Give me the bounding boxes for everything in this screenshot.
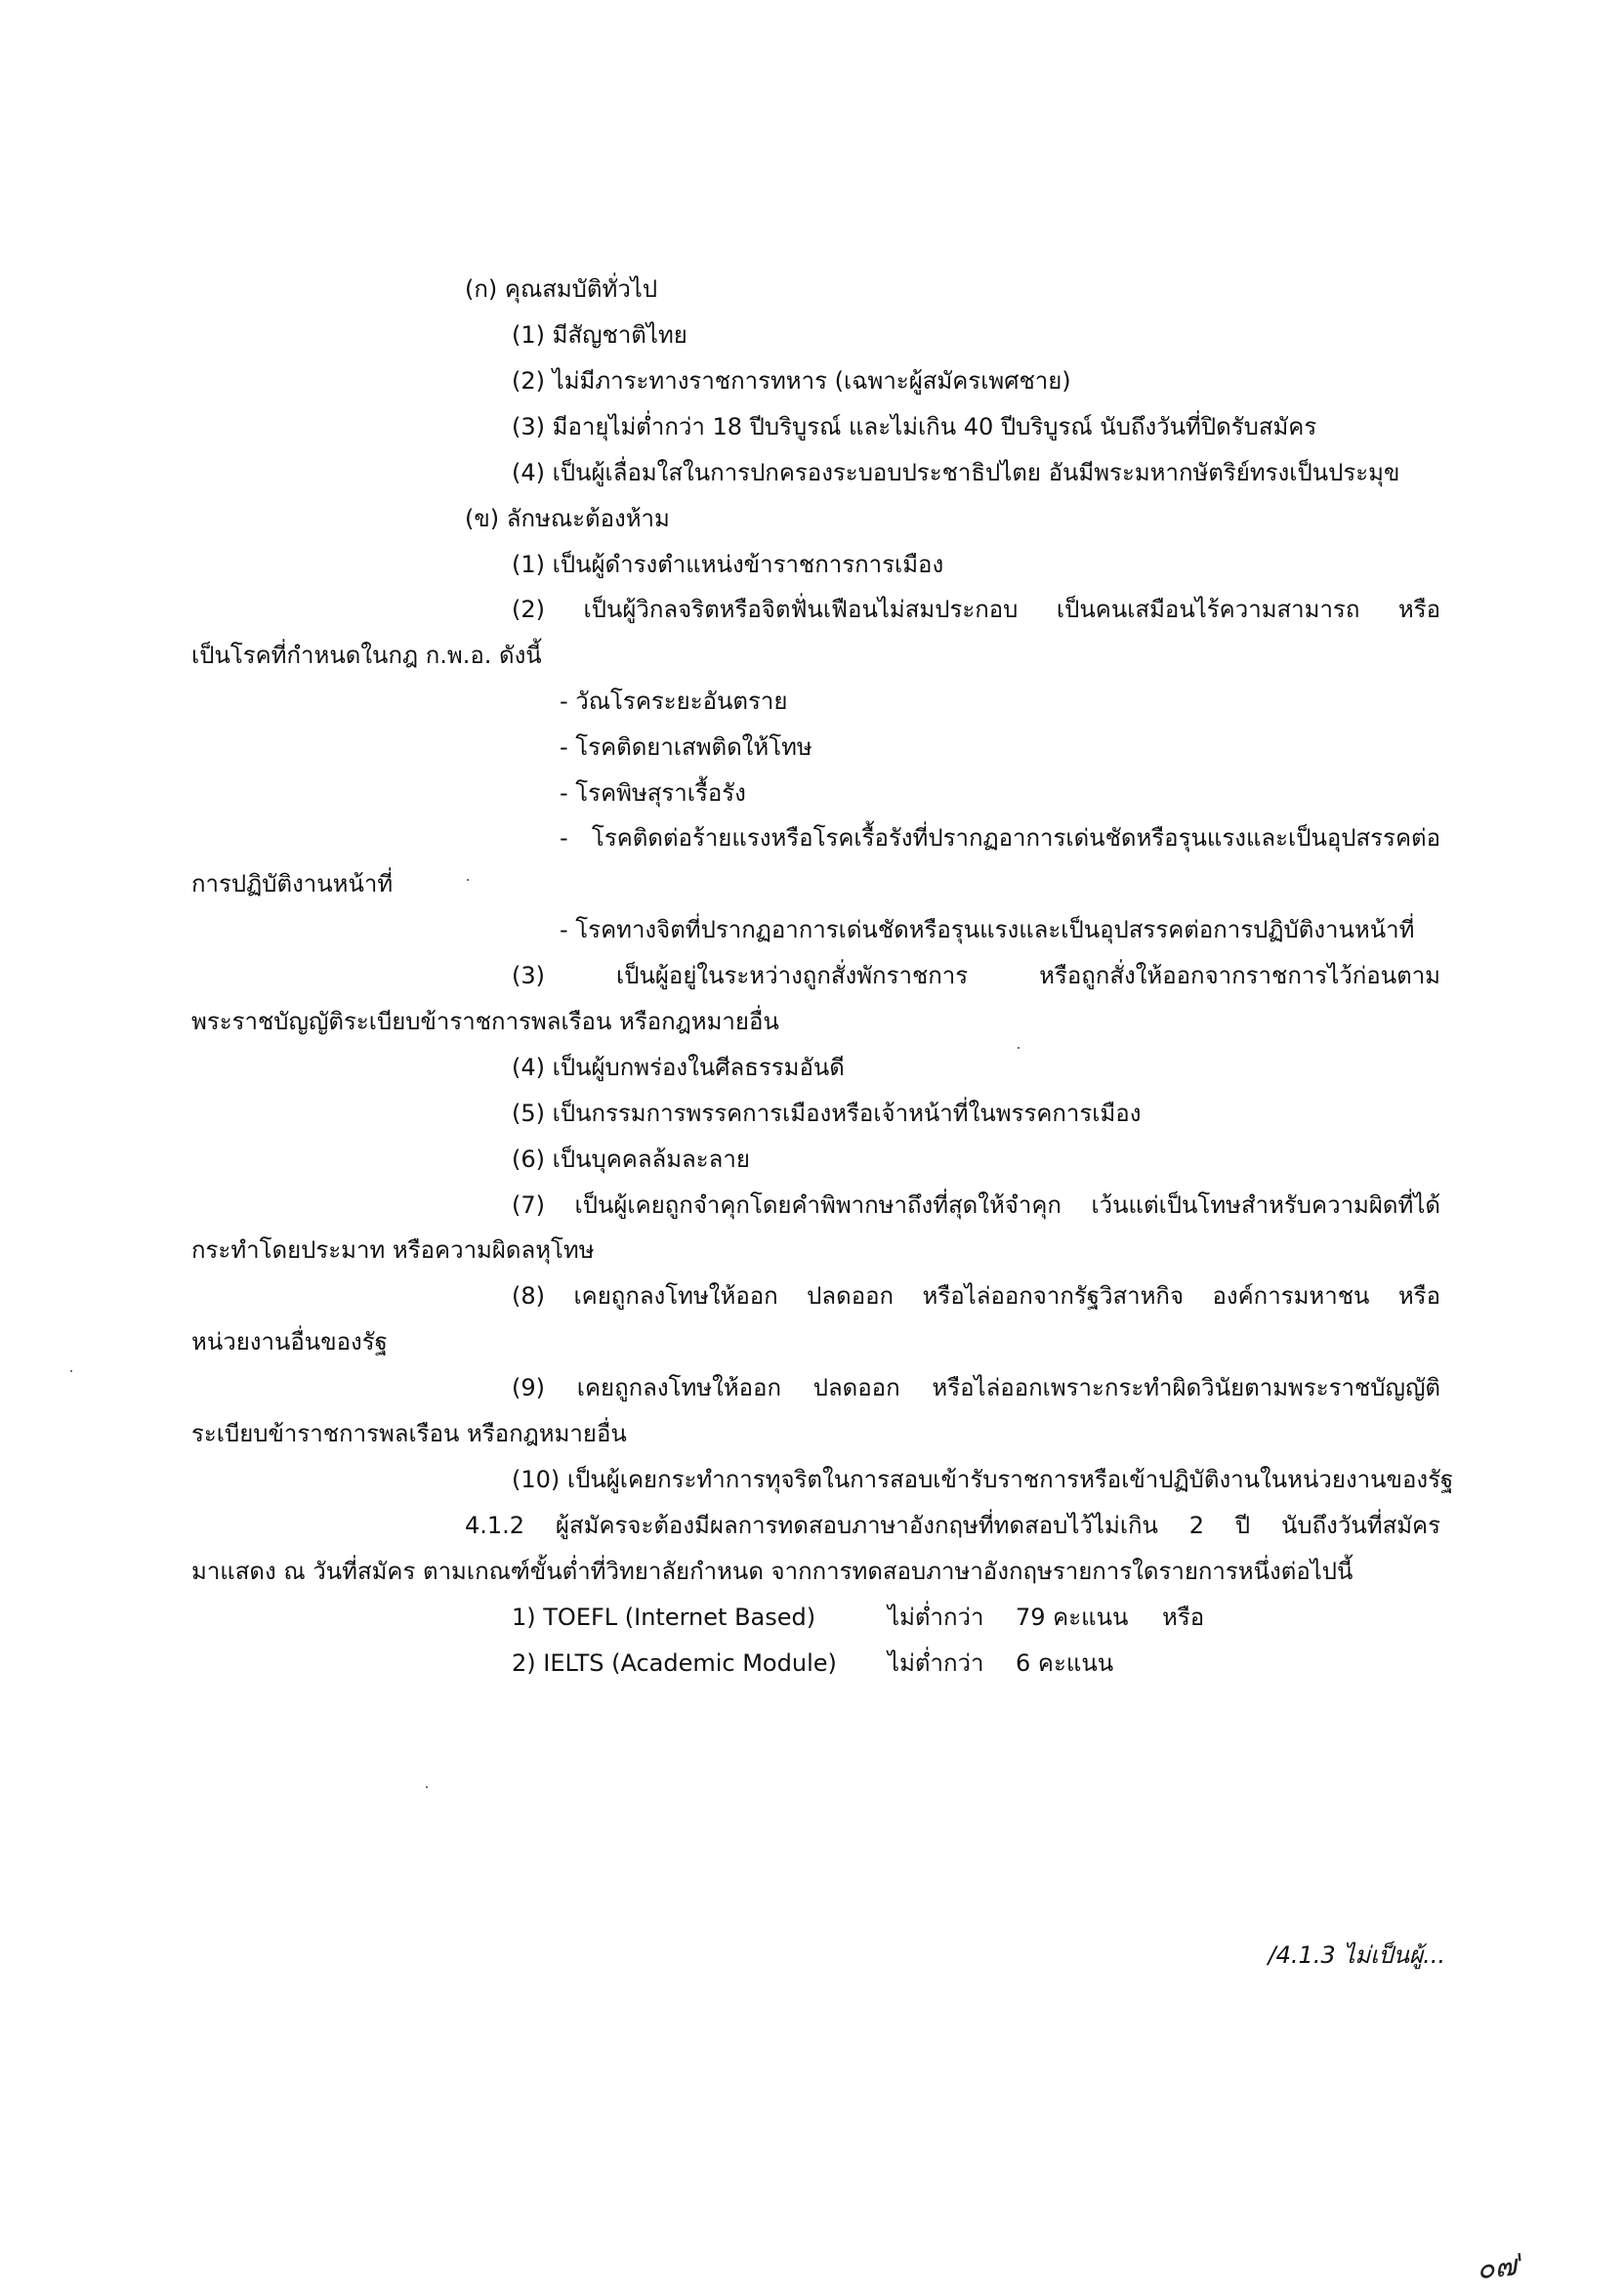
prohibition-item-continuation: หน่วยงานอื่นของรัฐ — [191, 1328, 388, 1356]
english-requirement-continuation: มาแสดง ณ วันที่สมัคร ตามเกณฑ์ขั้นต่ำที่วิทยาลัยกำหนด จากการทดสอบภาษาอังกฤษรายการใดรายการหนึ่งต่อไปนี้ — [191, 1558, 1353, 1585]
prohibition-item: (5) เป็นกรรมการพรรคการเมืองหรือเจ้าหน้าที่ในพรรคการเมือง — [512, 1100, 1142, 1127]
qualification-item: (1) มีสัญชาติไทย — [512, 321, 687, 349]
english-requirement-text: 4.1.2 ผู้สมัครจะต้องมีผลการทดสอบภาษาอังกฤษที่ทดสอบไว้ไม่เกิน 2 ปี นับถึงวันที่สมัคร — [465, 1512, 1440, 1539]
scan-speck — [426, 1786, 428, 1788]
disease-item: - โรคทางจิตที่ปรากฏอาการเด่นชัดหรือรุนแรงและเป็นอุปสรรคต่อการปฏิบัติงานหน้าที่ — [560, 916, 1415, 943]
test-min-label: ไม่ต่ำกว่า — [888, 1649, 984, 1677]
continuation-note: /4.1.3 ไม่เป็นผู้... — [1268, 1941, 1445, 1969]
prohibition-item: (6) เป็นบุคคลล้มละลาย — [512, 1146, 750, 1173]
test-name: 2) IELTS (Academic Module) — [512, 1649, 837, 1677]
prohibition-item: (7) เป็นผู้เคยถูกจำคุกโดยคำพิพากษาถึงที่สุดให้จำคุก เว้นแต่เป็นโทษสำหรับความผิดที่ได้ — [512, 1191, 1440, 1219]
prohibition-item: (3) เป็นผู้อยู่ในระหว่างถูกสั่งพักราชการ หรือถูกสั่งให้ออกจากราชการไว้ก่อนตาม — [512, 962, 1440, 989]
scan-speck — [467, 879, 469, 881]
prohibition-item: (4) เป็นผู้บกพร่องในศีลธรรมอันดี — [512, 1054, 845, 1081]
disease-item: - โรคติดต่อร้ายแรงหรือโรคเรื้อรังที่ปรากฏอาการเด่นชัดหรือรุนแรงและเป็นอุปสรรคต่อ — [560, 824, 1440, 852]
prohibition-item-continuation: เป็นโรคที่กำหนดในกฎ ก.พ.อ. ดังนี้ — [191, 642, 542, 669]
prohibition-item-continuation: กระทำโดยประมาท หรือความผิดลหุโทษ — [191, 1236, 595, 1264]
test-name: 1) TOEFL (Internet Based) — [512, 1604, 816, 1631]
disease-item: - โรคติดยาเสพติดให้โทษ — [560, 733, 812, 761]
handwritten-page-mark: ๐๗' — [1475, 2247, 1526, 2287]
prohibition-item: (8) เคยถูกลงโทษให้ออก ปลดออก หรือไล่ออกจากรัฐวิสาหกิจ องค์การมหาชน หรือ — [512, 1282, 1440, 1310]
test-score: 79 คะแนน — [1016, 1604, 1129, 1631]
prohibition-item: (1) เป็นผู้ดำรงตำแหน่งข้าราชการการเมือง — [512, 551, 944, 578]
scan-speck — [70, 1370, 72, 1372]
prohibitions-heading: (ข) ลักษณะต้องห้าม — [465, 505, 670, 532]
prohibition-item: (9) เคยถูกลงโทษให้ออก ปลดออก หรือไล่ออกเพราะกระทำผิดวินัยตามพระราชบัญญัติ — [512, 1374, 1440, 1401]
prohibition-item: (2) เป็นผู้วิกลจริตหรือจิตฟั่นเฟือนไม่สมประกอบ เป็นคนเสมือนไร้ความสามารถ หรือ — [512, 596, 1440, 623]
qualification-item: (2) ไม่มีภาระทางราชการทหาร (เฉพาะผู้สมัครเพศชาย) — [512, 367, 1071, 395]
test-suffix: หรือ — [1162, 1604, 1205, 1631]
qualification-item: (3) มีอายุไม่ต่ำกว่า 18 ปีบริบูรณ์ และไม่เกิน 40 ปีบริบูรณ์ นับถึงวันที่ปิดรับสมัคร — [512, 413, 1317, 440]
prohibition-item-continuation: ระเบียบข้าราชการพลเรือน หรือกฎหมายอื่น — [191, 1420, 627, 1447]
disease-item: - วัณโรคระยะอันตราย — [560, 688, 788, 715]
prohibition-item: (10) เป็นผู้เคยกระทำการทุจริตในการสอบเข้ารับราชการหรือเข้าปฏิบัติงานในหน่วยงานของรัฐ — [512, 1466, 1454, 1493]
qualification-item: (4) เป็นผู้เลื่อมใสในการปกครองระบอบประชาธิปไตย อันมีพระมหากษัตริย์ทรงเป็นประมุข — [512, 459, 1400, 486]
prohibition-item-continuation: พระราชบัญญัติระเบียบข้าราชการพลเรือน หรือกฎหมายอื่น — [191, 1008, 779, 1035]
test-score: 6 คะแนน — [1016, 1649, 1114, 1677]
disease-item: - โรคพิษสุราเรื้อรัง — [560, 779, 746, 807]
qualifications-heading: (ก) คุณสมบัติทั่วไป — [465, 275, 658, 303]
disease-item-continuation: การปฏิบัติงานหน้าที่ — [191, 870, 394, 897]
test-min-label: ไม่ต่ำกว่า — [888, 1604, 984, 1631]
scan-speck — [1018, 1047, 1020, 1049]
